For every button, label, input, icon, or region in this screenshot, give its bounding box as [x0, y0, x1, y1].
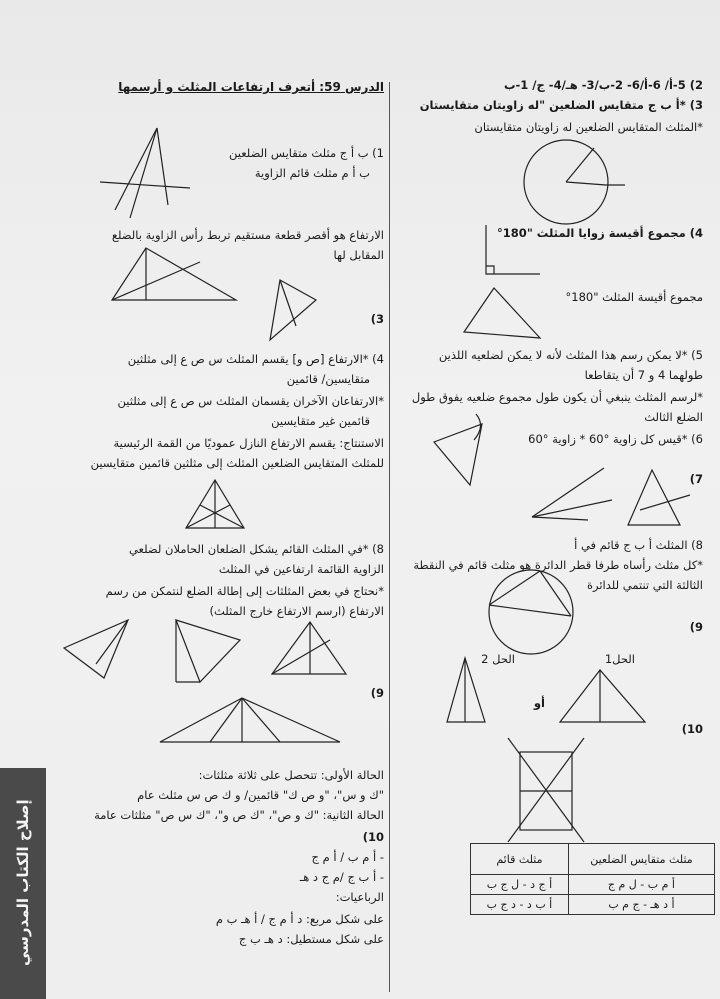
sidebar-tab	[0, 768, 46, 999]
answer-10: 10)	[681, 722, 703, 736]
answer-8-b: *كل مثلث رأساه طرفا قطر الدائرة هو مثلث قائم في النقطة	[413, 558, 703, 572]
table-cell: أ د هـ - ج م ب	[568, 895, 714, 915]
left-4-b: متقايسين/ قائمين	[286, 372, 370, 386]
left-3: 3)	[370, 312, 384, 326]
left-9-b: "ك و س"، "و ص ك" قائمين/ و ك ص س مثلث عام	[137, 788, 384, 802]
answer-5: 5) *لا يمكن رسم هذا المثلث لأنه لا يمكن لضلعيه اللذين	[438, 348, 703, 362]
left-10: 10)	[362, 830, 384, 844]
left-9: 9)	[370, 686, 384, 700]
answer-3-note: *المثلث المتقايس الضلعين له زاويتان متقايستان	[474, 120, 703, 134]
left-4-e: الاستنتاج: يقسم الارتفاع النازل عموديًا من القمة الرئيسية	[113, 436, 384, 450]
left-8-d: الارتفاع (ارسم الارتفاع خارج المثلث)	[209, 604, 384, 618]
answer-2: 2) 5-أ/ 6-أ/6- 2-ب/3- هـ/4- ج/ 1-ب	[503, 78, 703, 92]
answer-7: 7)	[689, 472, 703, 486]
answer-8: 8) المثلث أ ب ج قائم في أ	[574, 538, 703, 552]
left-10-c: الرباعيات:	[335, 890, 384, 904]
left-2: الارتفاع هو أقصر قطعة مستقيم تربط رأس الزاوية بالضلع	[111, 228, 384, 242]
left-9-c: الحالة الثانية: "ك و ص"، "ك ص و"، "ك س ص" مثلثات عامة	[94, 808, 384, 822]
solution-1-label: الحل1	[604, 652, 635, 666]
answer-5-b: طولهما 4 و 7 أن يتقاطعا	[584, 368, 703, 382]
answer-4: 4) مجموع أقيسة زوايا المثلث "180°	[497, 226, 703, 240]
left-10-d: على شكل مربع: د أ م ج / أ هـ ب م	[215, 912, 384, 926]
left-9-a: الحالة الأولى: تتحصل على ثلاثة مثلثات:	[198, 768, 384, 782]
answer-6: 6) *قيس كل زاوية °60 * زاوية °60	[528, 432, 703, 446]
left-8: 8) *في المثلث القائم يشكل الضلعان الحاملان لضلعي	[128, 542, 384, 556]
answer-9: 9)	[689, 620, 703, 634]
lesson-title: الدرس 59: أتعرف ارتفاعات المثلث و أرسمها	[118, 80, 384, 94]
left-4-f: للمثلث المتقايس الضلعين المثلث إلى مثلثين قائمين متقايسين	[90, 456, 384, 470]
left-10-b: - أ ب ج /م ج د هـ	[299, 870, 384, 884]
answer-8-c: الثالثة التي تنتمي للدائرة	[586, 578, 703, 592]
left-10-e: على شكل مستطيل: د هـ ب ج	[238, 932, 384, 946]
left-8-c: *نحتاج في بعض المثلثات إلى إطالة الضلع لنتمكن من رسم	[105, 584, 384, 598]
table-cell: أ ج د - ل ج ب	[471, 875, 569, 895]
answer-5-c: *لرسم المثلث ينبغي أن يكون طول مجموع ضلعيه يفوق طول	[411, 390, 703, 404]
left-4-c: *الارتفاعان الآخران يقسمان المثلث س ص ع إلى مثلثين	[117, 394, 384, 408]
sidebar-label: إصلاح الكتاب المدرسي	[14, 799, 32, 967]
left-8-b: الزاوية القائمة ارتفاعين في المثلث	[218, 562, 384, 576]
answer-4-note: مجموع أقيسة المثلث "180°	[565, 290, 703, 304]
left-10-a: - أ م ب / أ م ج	[311, 850, 384, 864]
left-1-b: ب أ م مثلث قائم الزاوية	[254, 166, 370, 180]
left-1: 1) ب أ ج مثلث متقايس الضلعين	[229, 146, 384, 160]
answer-5-d: الضلع الثالث	[644, 410, 703, 424]
solution-2-label: الحل 2	[481, 652, 515, 666]
left-2-b: المقابل لها	[333, 248, 384, 262]
left-4: 4) *الارتفاع [ص و] يقسم المثلث س ص ع إلى مثلثين	[127, 352, 384, 366]
table-cell: أ ب د - د ج ب	[471, 895, 569, 915]
answer-3: 3) *أ ب ج متقايس الضلعين "له زاويتان متقايستان	[419, 98, 703, 112]
table-header-isosceles: مثلث متقايس الضلعين	[568, 844, 714, 875]
or-label: أو	[533, 696, 545, 710]
table-header-right: مثلث قائم	[471, 844, 569, 875]
table-cell: أ م ب - ل م ج	[568, 875, 714, 895]
left-4-d: قائمين غير متقايسين	[271, 414, 370, 428]
